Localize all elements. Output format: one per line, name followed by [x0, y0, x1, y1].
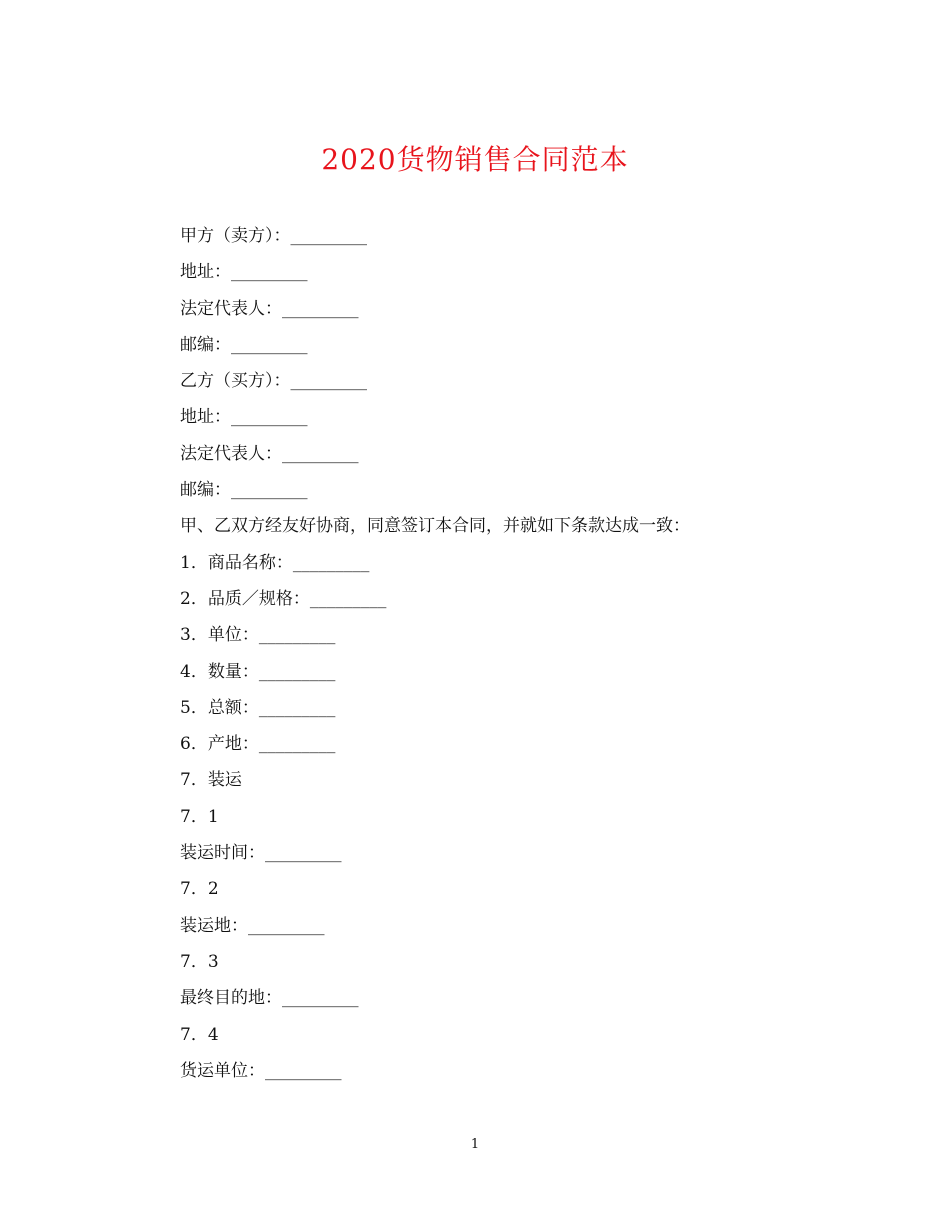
- seller-address-line: 地址：_________: [180, 262, 308, 283]
- clause-quantity: 4．数量：_________: [180, 661, 336, 682]
- agreement-intro-line: 甲、乙双方经友好协商，同意签订本合同，并就如下条款达成一致：: [180, 516, 690, 537]
- clause-7-3-number: 7．3: [180, 951, 219, 972]
- clause-7-1-number: 7．1: [180, 806, 219, 827]
- seller-representative-line: 法定代表人：_________: [180, 298, 359, 319]
- seller-line: 甲方（卖方）：_________: [180, 226, 367, 246]
- clause-product-name: 1．商品名称：_________: [180, 552, 370, 573]
- page-number: 1: [470, 1137, 480, 1152]
- clause-shipment-time: 装运时间：_________: [180, 843, 342, 864]
- contract-body: [180, 218, 820, 1089]
- clause-7-4-number: 7．4: [180, 1024, 219, 1045]
- clause-final-destination: 最终目的地：_________: [180, 988, 359, 1009]
- buyer-address-line: 地址：_________: [180, 407, 308, 428]
- clause-total-amount: 5．总额：_________: [180, 697, 336, 718]
- seller-postcode-line: 邮编：_________: [180, 334, 308, 355]
- clause-shipment-heading: 7．装运: [180, 770, 242, 791]
- clause-origin: 6．产地：_________: [180, 734, 336, 755]
- clause-unit: 3．单位：_________: [180, 625, 336, 646]
- clause-shipment-place: 装运地：_________: [180, 915, 325, 936]
- clause-7-2-number: 7．2: [180, 879, 219, 900]
- buyer-line: 乙方（买方）：_________: [180, 371, 367, 392]
- document-title: 2020货物销售合同范本: [321, 143, 629, 176]
- buyer-representative-line: 法定代表人：_________: [180, 443, 359, 464]
- clause-quality-spec: 2．品质／规格：_________: [180, 588, 387, 609]
- buyer-postcode-line: 邮编：_________: [180, 480, 308, 501]
- clause-carrier: 货运单位：_________: [180, 1060, 342, 1081]
